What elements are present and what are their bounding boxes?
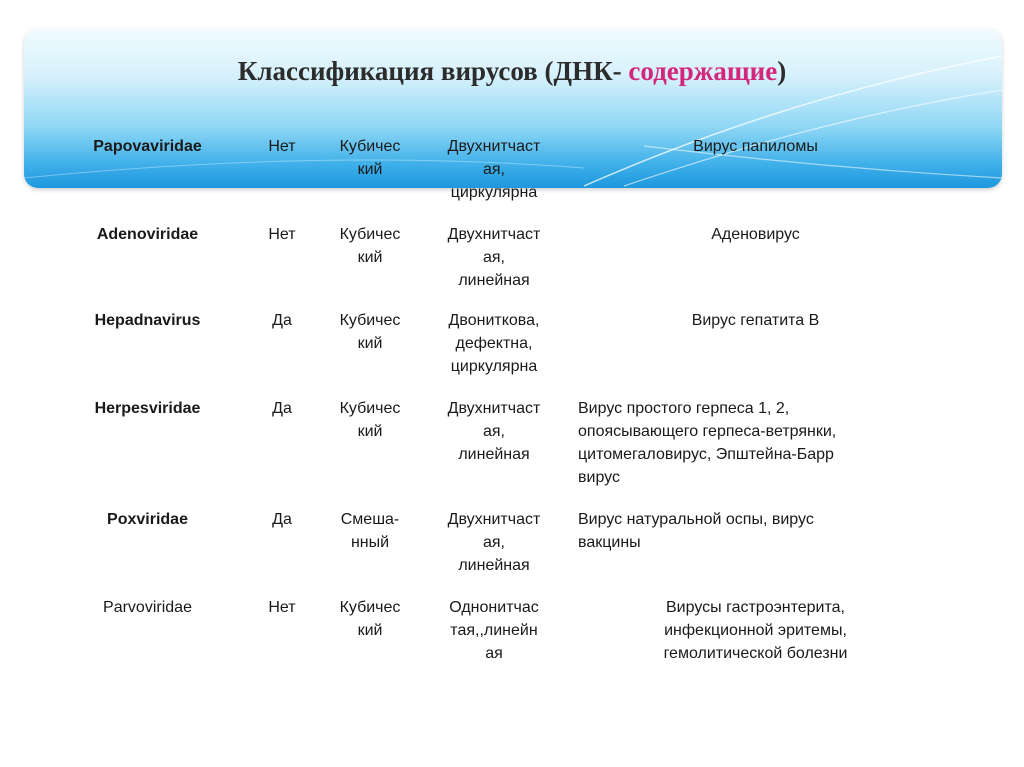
dna-cell [424,309,564,378]
symmetry-cell [322,135,418,181]
dna-line: Двухнитчаст [447,511,541,528]
family-cell: Hepadnavirus [94,312,201,329]
envelope-cell: Нет [268,226,296,243]
example-line: вакцины [578,534,641,551]
dna-line: Однонитчас [449,599,539,616]
dna-line: линейная [458,446,530,463]
examples-cell [578,508,933,554]
example-line: Аденовирус [711,226,800,243]
example-line: гемолитической болезни [663,645,848,662]
family-cell: Adenoviridae [96,226,199,243]
symmetry-line: кий [357,335,383,352]
symmetry-line: кий [357,249,383,266]
dna-line: Двухнитчаст [447,226,541,243]
examples-cell [578,309,933,332]
symmetry-line: кий [357,622,383,639]
dna-line: ая, [482,534,505,551]
symmetry-cell [322,508,418,554]
symmetry-line: нный [350,534,390,551]
dna-line: линейная [458,557,530,574]
symmetry-line: Кубичес [339,138,401,155]
envelope-cell: Нет [268,138,296,155]
example-line: цитомегаловирус, Эпштейна-Барр [578,446,834,463]
example-line: Вирус простого герпеса 1, 2, [578,400,790,417]
example-line: вирус [578,469,620,486]
dna-line: ая, [482,161,505,178]
dna-cell [424,223,564,292]
example-line: опоясывающего герпеса-ветрянки, [578,423,837,440]
dna-cell [424,135,564,204]
dna-line: тая,,линейн [450,622,538,639]
symmetry-cell [322,309,418,355]
dna-line: Двухнитчаст [447,400,541,417]
dna-line: линейная [458,272,530,289]
dna-line: ая, [482,423,505,440]
symmetry-line: кий [357,161,383,178]
symmetry-cell [322,397,418,443]
family-cell: Parvoviridae [103,599,192,616]
dna-cell [424,397,564,466]
symmetry-cell [322,223,418,269]
symmetry-line: Кубичес [339,226,401,243]
example-line: Вирус гепатита В [691,312,820,329]
example-line: Вирус натуральной оспы, вирус [578,511,814,528]
symmetry-line: Кубичес [339,400,401,417]
dna-line: дефектна, [455,335,533,352]
dna-line: циркулярна [450,184,538,201]
examples-cell [578,596,933,665]
dna-line: Двониткова, [448,312,540,329]
page-title [0,56,1024,87]
family-cell: Papovaviridae [93,138,202,155]
dna-line: ая [485,645,503,662]
example-line: Вирус папиломы [693,138,818,155]
title-highlight: содержащие [628,56,778,86]
examples-cell [578,397,933,489]
dna-cell [424,508,564,577]
dna-cell [424,596,564,665]
symmetry-line: Кубичес [339,312,401,329]
title-part1: Классификация вирусов (ДНК- [237,56,629,86]
example-line: инфекционной эритемы, [664,622,847,639]
example-line: Вирусы гастроэнтерита, [666,599,845,616]
envelope-cell: Да [272,312,292,329]
envelope-cell: Да [272,511,292,528]
dna-line: циркулярна [450,358,538,375]
family-cell: Herpesviridae [94,400,201,417]
dna-line: ая, [482,249,505,266]
symmetry-cell [322,596,418,642]
family-cell: Poxviridae [107,511,188,528]
title-part2: ) [777,56,787,86]
envelope-cell: Нет [268,599,296,616]
symmetry-line: кий [357,423,383,440]
examples-cell [578,135,933,158]
examples-cell [578,223,933,246]
symmetry-line: Кубичес [339,599,401,616]
envelope-cell: Да [272,400,292,417]
dna-line: Двухнитчаст [447,138,541,155]
symmetry-line: Смеша- [340,511,400,528]
